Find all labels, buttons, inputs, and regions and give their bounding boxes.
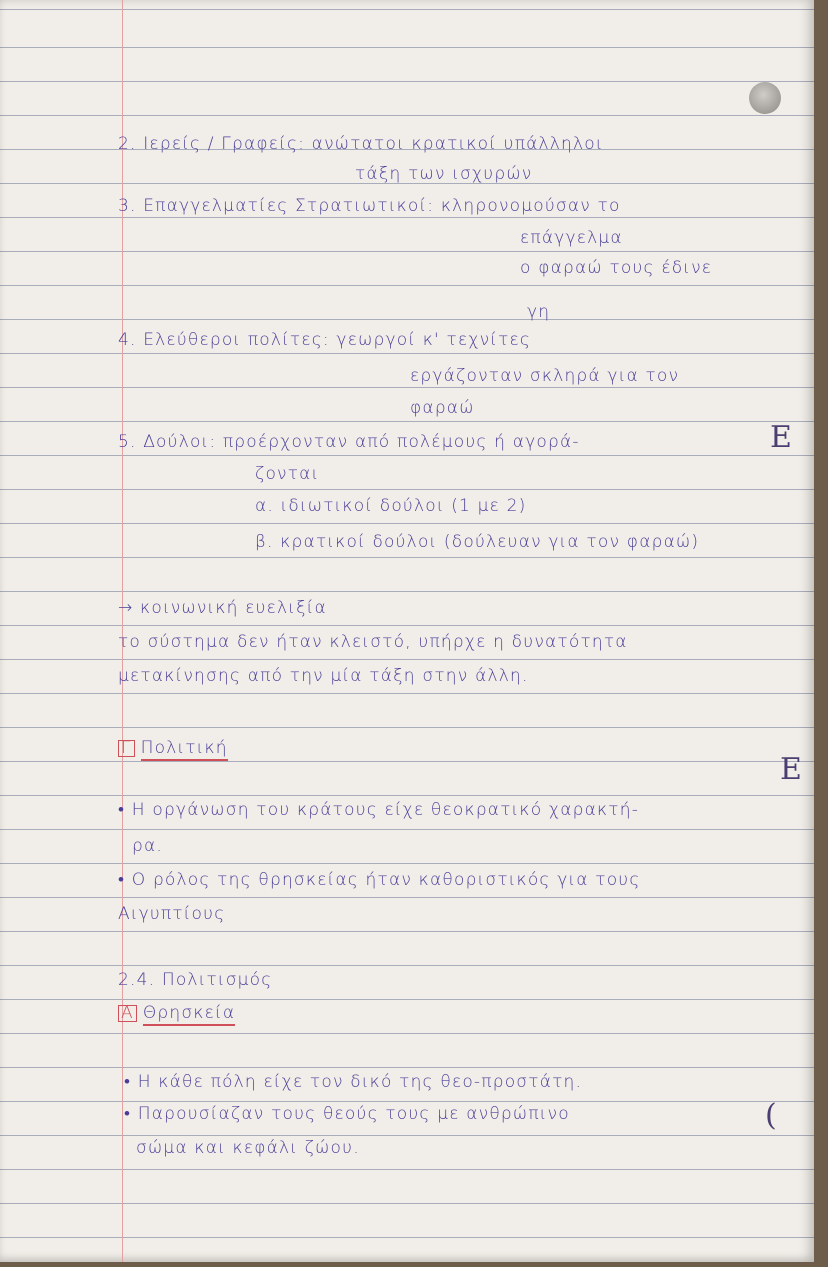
note-line: β. κρατικοί δούλοι (δούλευαν για τον φαραώ) — [255, 532, 700, 552]
note-line: α. ιδιωτικοί δούλοι (1 με 2) — [255, 496, 527, 516]
note-line: σώμα και κεφάλι ζώου. — [136, 1138, 360, 1158]
note-line: → κοινωνική ευελιξία — [118, 598, 327, 618]
note-line: γη — [527, 302, 551, 322]
note-line: επάγγελμα — [520, 228, 623, 248]
section-title: 2.4. Πολιτισμός — [118, 970, 273, 990]
note-line: • Ο ρόλος της θρησκείας ήταν καθοριστικός για τους — [118, 870, 641, 890]
note-line: 2. Ιερείς / Γραφείς: ανώτατοι κρατικοί υπάλληλοι — [118, 134, 604, 154]
note-line: ζονται — [255, 464, 320, 484]
note-line: 5. Δούλοι: προέρχονταν από πολέμους ή αγορά- — [118, 432, 580, 452]
note-line: • Η οργάνωση του κράτους είχε θεοκρατικό χαρακτή- — [118, 800, 640, 820]
note-line: το σύστημα δεν ήταν κλειστό, υπήρχε η δυνατότητα — [118, 632, 628, 652]
note-line: μετακίνησης από την μία τάξη στην άλλη. — [118, 666, 529, 686]
note-line: • Παρουσίαζαν τους θεούς τους με ανθρώπινο — [124, 1104, 570, 1124]
heading-title: Πολιτική — [141, 738, 228, 761]
note-line: φαραώ — [410, 398, 475, 418]
note-line: τάξη των ισχυρών — [355, 164, 533, 184]
note-line: ο φαραώ τους έδινε — [520, 258, 713, 278]
margin-mark: Ε — [780, 752, 802, 787]
heading-religion — [118, 1003, 235, 1023]
heading-politics — [118, 738, 228, 758]
heading-letter-box: Α — [118, 1005, 137, 1022]
note-line: ρα. — [132, 836, 164, 856]
note-line: εργάζονταν σκληρά για τον — [410, 366, 680, 386]
heading-letter-box: Γ — [118, 740, 135, 757]
margin-mark: ( — [765, 1098, 777, 1133]
note-line: Αιγυπτίους — [118, 904, 226, 924]
margin-line — [122, 0, 123, 1262]
punch-hole — [749, 82, 781, 114]
margin-mark: Ε — [770, 420, 792, 455]
note-line: 4. Ελεύθεροι πολίτες: γεωργοί κ' τεχνίτες — [118, 330, 532, 350]
note-line: • Η κάθε πόλη είχε τον δικό της θεο-προστάτη. — [124, 1072, 583, 1092]
heading-title: Θρησκεία — [143, 1003, 235, 1026]
note-line: 3. Επαγγελματίες Στρατιωτικοί: κληρονομούσαν το — [118, 196, 621, 216]
